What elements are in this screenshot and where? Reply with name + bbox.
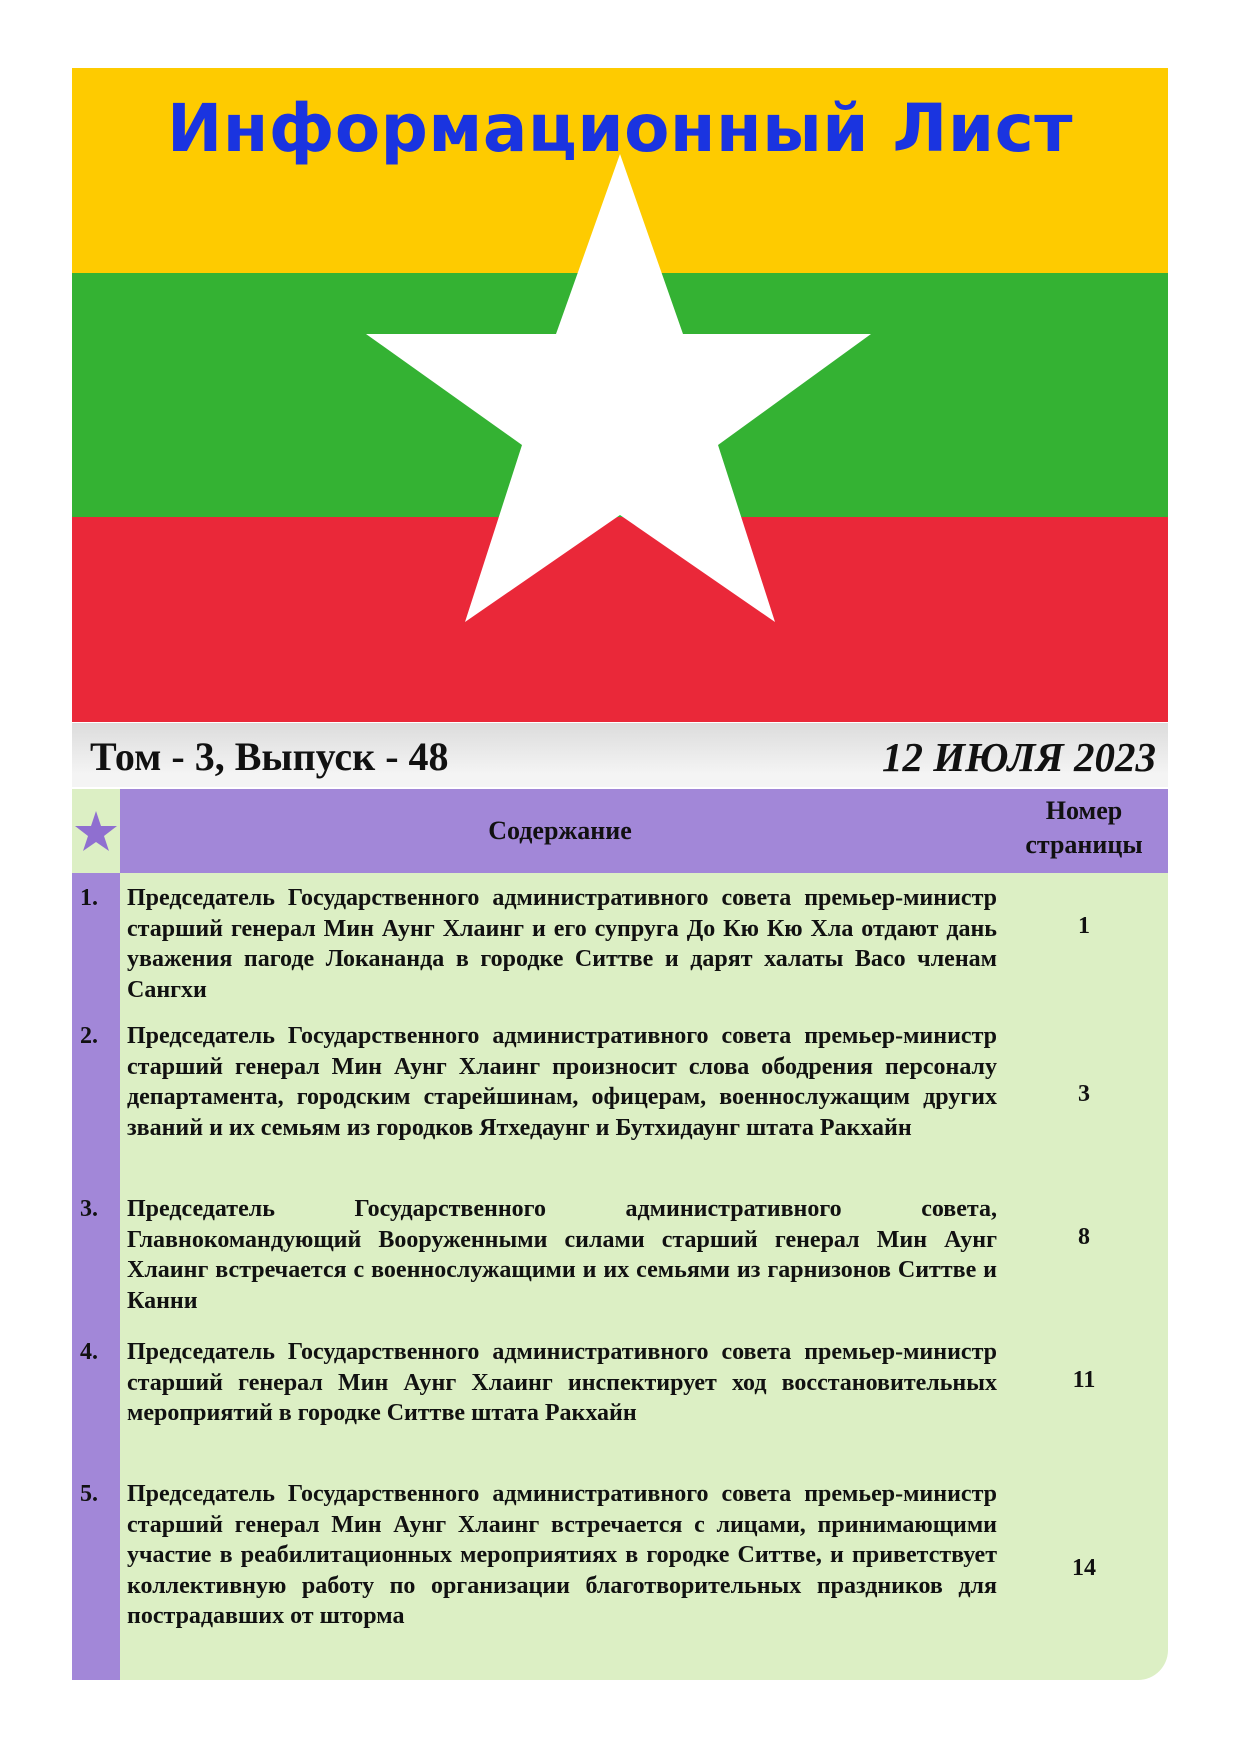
toc-corner-cell [72, 789, 120, 873]
toc-header-row [120, 789, 1168, 873]
myanmar-flag [72, 68, 1168, 722]
toc-item-page: 14 [1072, 1555, 1096, 1581]
issue-bar [72, 723, 1168, 787]
toc-page-header [1000, 794, 1168, 862]
table-of-contents [72, 789, 1168, 1680]
purple-star-icon [74, 810, 118, 852]
toc-page-header-line1: Номер [1045, 796, 1123, 825]
toc-content-header: Содержание [488, 816, 632, 845]
newsletter-title: Информационный Лист [167, 90, 1073, 167]
toc-item-number: 3. [80, 1196, 98, 1222]
toc-page-header-line2: страницы [1025, 830, 1143, 859]
volume-issue: Том - 3, Выпуск - 48 [90, 734, 449, 779]
toc-item-page: 8 [1078, 1224, 1090, 1250]
toc-item-title[interactable]: Председатель Государственного административного совета премьер-министр старший генерал Мин Аунг Хлаинг произносит слова ободрения персоналу департамента, городским старейшинам, офицерам, военнослужащим других званий и их семьям из городков Ятхедаунг и Бутхидаунг штата Ракхайн [127, 1023, 997, 1141]
issue-date: 12 ИЮЛЯ 2023 [881, 734, 1156, 780]
toc-item-page: 11 [1072, 1367, 1096, 1393]
toc-item-page: 1 [1078, 913, 1090, 939]
toc-item-title[interactable]: Председатель Государственного административного совета, Главнокомандующий Вооруженными силами старший генерал Мин Аунг Хлаинг встречается с военнослужащими и их семьями из гарнизонов Ситтве и Канни [127, 1196, 997, 1314]
toc-item-number: 2. [80, 1023, 98, 1049]
toc-item-title[interactable]: Председатель Государственного административного совета премьер-министр старший генерал Мин Аунг Хлаинг встречается с лицами, принимающими участие в реабилитационных мероприятиях в городке Ситтве, и приветствует коллективную работу по организации благотворительных праздников для пострадавших от шторма [127, 1481, 997, 1629]
toc-item-title[interactable]: Председатель Государственного административного совета премьер-министр старший генерал Мин Аунг Хлаинг и его супруга До Кю Кю Хла отдают дань уважения пагоде Локананда в городке Ситтве и дарят халаты Васо членам Сангхи [127, 885, 997, 1003]
toc-item-number: 4. [80, 1339, 98, 1365]
toc-item-title[interactable]: Председатель Государственного административного совета премьер-министр старший генерал Мин Аунг Хлаинг инспектирует ход восстановительных мероприятий в городке Ситтве штата Ракхайн [127, 1339, 997, 1426]
toc-item-number: 1. [80, 885, 98, 911]
toc-item-page: 3 [1078, 1081, 1090, 1107]
toc-item-number: 5. [80, 1481, 98, 1507]
toc-number-column [72, 873, 120, 1680]
